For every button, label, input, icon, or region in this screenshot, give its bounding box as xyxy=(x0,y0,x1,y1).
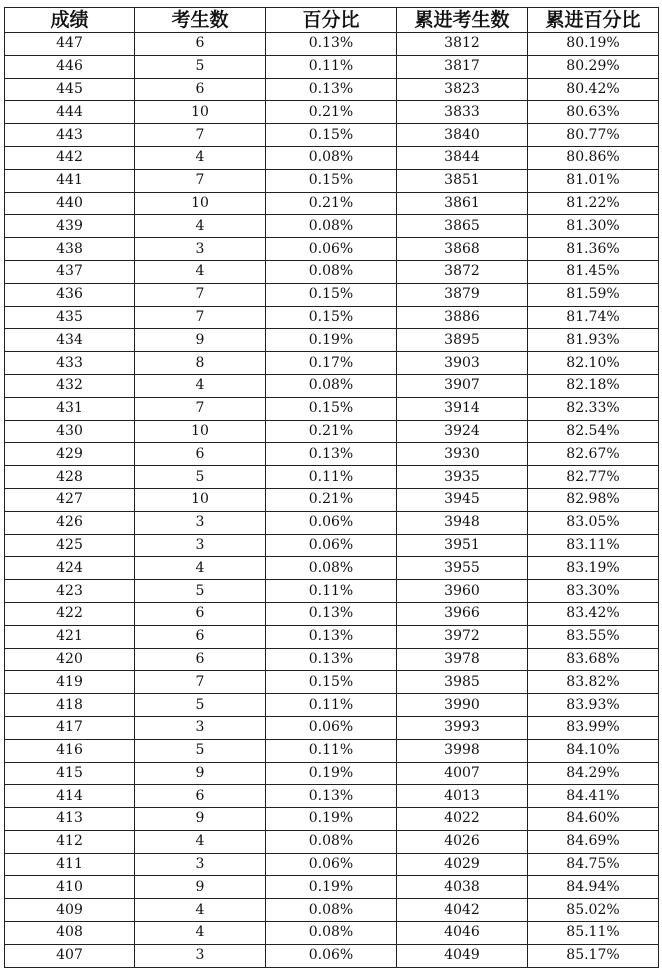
percent-cell: 0.08% xyxy=(266,922,397,945)
cumulative-percent-cell: 83.68% xyxy=(528,648,659,671)
cumulative-percent-cell: 85.11% xyxy=(528,922,659,945)
cumulative-count-cell: 3833 xyxy=(397,101,528,124)
cumulative-percent-cell: 84.10% xyxy=(528,739,659,762)
score-cell: 441 xyxy=(5,169,135,192)
cumulative-percent-cell: 84.75% xyxy=(528,853,659,876)
percent-cell: 0.15% xyxy=(266,306,397,329)
score-cell: 408 xyxy=(5,922,135,945)
score-distribution-table xyxy=(4,7,659,968)
score-cell: 440 xyxy=(5,192,135,215)
table-row xyxy=(5,78,659,101)
cumulative-count-cell: 3955 xyxy=(397,557,528,580)
percent-cell: 0.11% xyxy=(266,580,397,603)
cumulative-percent-cell: 80.77% xyxy=(528,124,659,147)
table-row xyxy=(5,101,659,124)
score-cell: 419 xyxy=(5,671,135,694)
percent-cell: 0.15% xyxy=(266,671,397,694)
score-cell: 431 xyxy=(5,397,135,420)
table-row xyxy=(5,625,659,648)
percent-cell: 0.08% xyxy=(266,557,397,580)
percent-cell: 0.11% xyxy=(266,466,397,489)
cumulative-percent-cell: 80.19% xyxy=(528,33,659,56)
count-cell: 4 xyxy=(135,922,266,945)
score-cell: 423 xyxy=(5,580,135,603)
table-row xyxy=(5,671,659,694)
count-cell: 3 xyxy=(135,853,266,876)
count-cell: 7 xyxy=(135,306,266,329)
score-cell: 435 xyxy=(5,306,135,329)
count-cell: 3 xyxy=(135,511,266,534)
table-row xyxy=(5,785,659,808)
cumulative-percent-cell: 83.19% xyxy=(528,557,659,580)
percent-cell: 0.21% xyxy=(266,420,397,443)
table-row xyxy=(5,534,659,557)
score-cell: 427 xyxy=(5,488,135,511)
cumulative-percent-cell: 81.59% xyxy=(528,283,659,306)
percent-cell: 0.08% xyxy=(266,260,397,283)
cumulative-percent-cell: 83.55% xyxy=(528,625,659,648)
cumulative-count-cell: 3844 xyxy=(397,146,528,169)
percent-cell: 0.13% xyxy=(266,33,397,56)
score-cell: 415 xyxy=(5,762,135,785)
count-cell: 9 xyxy=(135,876,266,899)
table-row xyxy=(5,169,659,192)
table-row xyxy=(5,306,659,329)
table-row xyxy=(5,420,659,443)
percent-cell: 0.19% xyxy=(266,876,397,899)
cumulative-count-cell: 3840 xyxy=(397,124,528,147)
count-cell: 5 xyxy=(135,466,266,489)
table-row xyxy=(5,853,659,876)
cumulative-percent-cell: 81.30% xyxy=(528,215,659,238)
count-cell: 4 xyxy=(135,146,266,169)
cumulative-percent-cell: 80.29% xyxy=(528,55,659,78)
percent-cell: 0.13% xyxy=(266,785,397,808)
score-cell: 417 xyxy=(5,716,135,739)
count-cell: 7 xyxy=(135,124,266,147)
table-row xyxy=(5,215,659,238)
cumulative-count-cell: 3879 xyxy=(397,283,528,306)
cumulative-percent-cell: 81.01% xyxy=(528,169,659,192)
table-row xyxy=(5,648,659,671)
score-cell: 444 xyxy=(5,101,135,124)
cumulative-percent-cell: 83.30% xyxy=(528,580,659,603)
count-cell: 10 xyxy=(135,192,266,215)
table-row xyxy=(5,694,659,717)
count-cell: 5 xyxy=(135,739,266,762)
cumulative-count-cell: 3872 xyxy=(397,260,528,283)
cumulative-percent-cell: 83.42% xyxy=(528,602,659,625)
percent-cell: 0.06% xyxy=(266,716,397,739)
score-cell: 424 xyxy=(5,557,135,580)
cumulative-count-cell: 3985 xyxy=(397,671,528,694)
count-cell: 4 xyxy=(135,260,266,283)
count-cell: 4 xyxy=(135,215,266,238)
cumulative-percent-cell: 81.93% xyxy=(528,329,659,352)
count-cell: 9 xyxy=(135,762,266,785)
percent-cell: 0.19% xyxy=(266,808,397,831)
percent-cell: 0.15% xyxy=(266,124,397,147)
cumulative-percent-cell: 83.99% xyxy=(528,716,659,739)
score-cell: 434 xyxy=(5,329,135,352)
cumulative-percent-cell: 80.86% xyxy=(528,146,659,169)
percent-cell: 0.13% xyxy=(266,648,397,671)
table-row xyxy=(5,944,659,967)
cumulative-count-cell: 3935 xyxy=(397,466,528,489)
table-row xyxy=(5,580,659,603)
cumulative-count-cell: 4013 xyxy=(397,785,528,808)
percent-cell: 0.06% xyxy=(266,534,397,557)
score-cell: 446 xyxy=(5,55,135,78)
score-cell: 410 xyxy=(5,876,135,899)
cumulative-count-cell: 3895 xyxy=(397,329,528,352)
table-row xyxy=(5,192,659,215)
cumulative-percent-cell: 83.93% xyxy=(528,694,659,717)
count-cell: 4 xyxy=(135,374,266,397)
score-cell: 413 xyxy=(5,808,135,831)
cumulative-percent-cell: 82.33% xyxy=(528,397,659,420)
count-cell: 5 xyxy=(135,694,266,717)
score-cell: 445 xyxy=(5,78,135,101)
score-cell: 414 xyxy=(5,785,135,808)
table-row xyxy=(5,374,659,397)
percent-cell: 0.11% xyxy=(266,55,397,78)
percent-cell: 0.13% xyxy=(266,443,397,466)
table-header xyxy=(5,8,659,33)
cumulative-count-cell: 3951 xyxy=(397,534,528,557)
cumulative-percent-cell: 84.60% xyxy=(528,808,659,831)
count-cell: 3 xyxy=(135,716,266,739)
score-cell: 447 xyxy=(5,33,135,56)
count-cell: 8 xyxy=(135,352,266,375)
count-cell: 4 xyxy=(135,830,266,853)
count-cell: 5 xyxy=(135,580,266,603)
table-row xyxy=(5,557,659,580)
score-cell: 432 xyxy=(5,374,135,397)
cumulative-count-cell: 4029 xyxy=(397,853,528,876)
count-cell: 6 xyxy=(135,443,266,466)
score-table-container xyxy=(4,7,659,968)
score-cell: 433 xyxy=(5,352,135,375)
cumulative-percent-cell: 83.05% xyxy=(528,511,659,534)
count-cell: 3 xyxy=(135,944,266,967)
cumulative-percent-cell: 84.94% xyxy=(528,876,659,899)
cumulative-count-cell: 4046 xyxy=(397,922,528,945)
percent-cell: 0.08% xyxy=(266,146,397,169)
cumulative-count-cell: 3966 xyxy=(397,602,528,625)
table-row xyxy=(5,602,659,625)
table-row xyxy=(5,352,659,375)
cumulative-percent-cell: 80.42% xyxy=(528,78,659,101)
cumulative-count-cell: 3851 xyxy=(397,169,528,192)
count-cell: 7 xyxy=(135,169,266,192)
count-cell: 4 xyxy=(135,899,266,922)
count-cell: 3 xyxy=(135,238,266,261)
percent-cell: 0.19% xyxy=(266,329,397,352)
score-cell: 425 xyxy=(5,534,135,557)
count-cell: 10 xyxy=(135,101,266,124)
count-cell: 7 xyxy=(135,671,266,694)
table-row xyxy=(5,830,659,853)
table-row xyxy=(5,33,659,56)
cumulative-count-cell: 3978 xyxy=(397,648,528,671)
count-cell: 7 xyxy=(135,283,266,306)
header-count: 考生数 xyxy=(135,8,266,33)
cumulative-percent-cell: 85.17% xyxy=(528,944,659,967)
score-cell: 443 xyxy=(5,124,135,147)
percent-cell: 0.17% xyxy=(266,352,397,375)
score-cell: 422 xyxy=(5,602,135,625)
table-row xyxy=(5,488,659,511)
cumulative-percent-cell: 82.77% xyxy=(528,466,659,489)
cumulative-count-cell: 4026 xyxy=(397,830,528,853)
cumulative-count-cell: 3993 xyxy=(397,716,528,739)
percent-cell: 0.15% xyxy=(266,283,397,306)
cumulative-count-cell: 3998 xyxy=(397,739,528,762)
count-cell: 5 xyxy=(135,55,266,78)
percent-cell: 0.11% xyxy=(266,739,397,762)
count-cell: 3 xyxy=(135,534,266,557)
cumulative-percent-cell: 83.11% xyxy=(528,534,659,557)
percent-cell: 0.21% xyxy=(266,488,397,511)
score-cell: 412 xyxy=(5,830,135,853)
cumulative-count-cell: 3812 xyxy=(397,33,528,56)
cumulative-count-cell: 3865 xyxy=(397,215,528,238)
cumulative-count-cell: 3945 xyxy=(397,488,528,511)
count-cell: 6 xyxy=(135,602,266,625)
score-cell: 428 xyxy=(5,466,135,489)
cumulative-percent-cell: 84.69% xyxy=(528,830,659,853)
count-cell: 9 xyxy=(135,808,266,831)
count-cell: 9 xyxy=(135,329,266,352)
table-row xyxy=(5,55,659,78)
table-row xyxy=(5,716,659,739)
cumulative-percent-cell: 82.10% xyxy=(528,352,659,375)
score-cell: 436 xyxy=(5,283,135,306)
count-cell: 6 xyxy=(135,785,266,808)
score-cell: 437 xyxy=(5,260,135,283)
header-cumulative-count: 累进考生数 xyxy=(397,8,528,33)
cumulative-count-cell: 3924 xyxy=(397,420,528,443)
percent-cell: 0.06% xyxy=(266,853,397,876)
table-row xyxy=(5,899,659,922)
cumulative-percent-cell: 81.22% xyxy=(528,192,659,215)
count-cell: 4 xyxy=(135,557,266,580)
table-row xyxy=(5,260,659,283)
percent-cell: 0.06% xyxy=(266,511,397,534)
cumulative-count-cell: 3972 xyxy=(397,625,528,648)
score-cell: 442 xyxy=(5,146,135,169)
table-row xyxy=(5,466,659,489)
table-row xyxy=(5,443,659,466)
percent-cell: 0.21% xyxy=(266,192,397,215)
score-cell: 421 xyxy=(5,625,135,648)
percent-cell: 0.06% xyxy=(266,944,397,967)
cumulative-count-cell: 3960 xyxy=(397,580,528,603)
percent-cell: 0.06% xyxy=(266,238,397,261)
cumulative-count-cell: 4022 xyxy=(397,808,528,831)
cumulative-count-cell: 4049 xyxy=(397,944,528,967)
cumulative-percent-cell: 80.63% xyxy=(528,101,659,124)
percent-cell: 0.08% xyxy=(266,830,397,853)
percent-cell: 0.13% xyxy=(266,625,397,648)
table-row xyxy=(5,922,659,945)
header-score: 成绩 xyxy=(5,8,135,33)
percent-cell: 0.13% xyxy=(266,78,397,101)
cumulative-count-cell: 4007 xyxy=(397,762,528,785)
table-row xyxy=(5,876,659,899)
cumulative-count-cell: 3817 xyxy=(397,55,528,78)
cumulative-percent-cell: 82.54% xyxy=(528,420,659,443)
header-cumulative-percent: 累进百分比 xyxy=(528,8,659,33)
score-cell: 429 xyxy=(5,443,135,466)
percent-cell: 0.08% xyxy=(266,215,397,238)
cumulative-count-cell: 3948 xyxy=(397,511,528,534)
count-cell: 10 xyxy=(135,488,266,511)
cumulative-percent-cell: 81.74% xyxy=(528,306,659,329)
cumulative-count-cell: 3914 xyxy=(397,397,528,420)
cumulative-count-cell: 4042 xyxy=(397,899,528,922)
percent-cell: 0.19% xyxy=(266,762,397,785)
score-cell: 420 xyxy=(5,648,135,671)
table-row xyxy=(5,762,659,785)
cumulative-count-cell: 3886 xyxy=(397,306,528,329)
percent-cell: 0.13% xyxy=(266,602,397,625)
table-row xyxy=(5,124,659,147)
header-row xyxy=(5,8,659,33)
score-cell: 411 xyxy=(5,853,135,876)
cumulative-percent-cell: 82.18% xyxy=(528,374,659,397)
table-row xyxy=(5,397,659,420)
cumulative-count-cell: 3861 xyxy=(397,192,528,215)
cumulative-percent-cell: 84.41% xyxy=(528,785,659,808)
score-cell: 439 xyxy=(5,215,135,238)
table-row xyxy=(5,146,659,169)
count-cell: 6 xyxy=(135,78,266,101)
cumulative-percent-cell: 82.98% xyxy=(528,488,659,511)
score-cell: 407 xyxy=(5,944,135,967)
score-cell: 438 xyxy=(5,238,135,261)
cumulative-percent-cell: 81.45% xyxy=(528,260,659,283)
table-row xyxy=(5,238,659,261)
cumulative-percent-cell: 82.67% xyxy=(528,443,659,466)
cumulative-count-cell: 3990 xyxy=(397,694,528,717)
cumulative-count-cell: 3903 xyxy=(397,352,528,375)
table-row xyxy=(5,283,659,306)
table-row xyxy=(5,739,659,762)
count-cell: 7 xyxy=(135,397,266,420)
percent-cell: 0.08% xyxy=(266,374,397,397)
cumulative-percent-cell: 85.02% xyxy=(528,899,659,922)
table-row xyxy=(5,511,659,534)
cumulative-count-cell: 3823 xyxy=(397,78,528,101)
score-cell: 430 xyxy=(5,420,135,443)
table-row xyxy=(5,808,659,831)
percent-cell: 0.08% xyxy=(266,899,397,922)
cumulative-count-cell: 4038 xyxy=(397,876,528,899)
count-cell: 6 xyxy=(135,625,266,648)
percent-cell: 0.15% xyxy=(266,169,397,192)
header-percent: 百分比 xyxy=(266,8,397,33)
score-cell: 426 xyxy=(5,511,135,534)
score-cell: 409 xyxy=(5,899,135,922)
count-cell: 10 xyxy=(135,420,266,443)
cumulative-percent-cell: 81.36% xyxy=(528,238,659,261)
cumulative-count-cell: 3907 xyxy=(397,374,528,397)
score-cell: 416 xyxy=(5,739,135,762)
cumulative-count-cell: 3868 xyxy=(397,238,528,261)
score-cell: 418 xyxy=(5,694,135,717)
percent-cell: 0.15% xyxy=(266,397,397,420)
cumulative-percent-cell: 84.29% xyxy=(528,762,659,785)
table-body xyxy=(5,33,659,968)
percent-cell: 0.21% xyxy=(266,101,397,124)
table-row xyxy=(5,329,659,352)
cumulative-percent-cell: 83.82% xyxy=(528,671,659,694)
count-cell: 6 xyxy=(135,648,266,671)
percent-cell: 0.11% xyxy=(266,694,397,717)
count-cell: 6 xyxy=(135,33,266,56)
cumulative-count-cell: 3930 xyxy=(397,443,528,466)
